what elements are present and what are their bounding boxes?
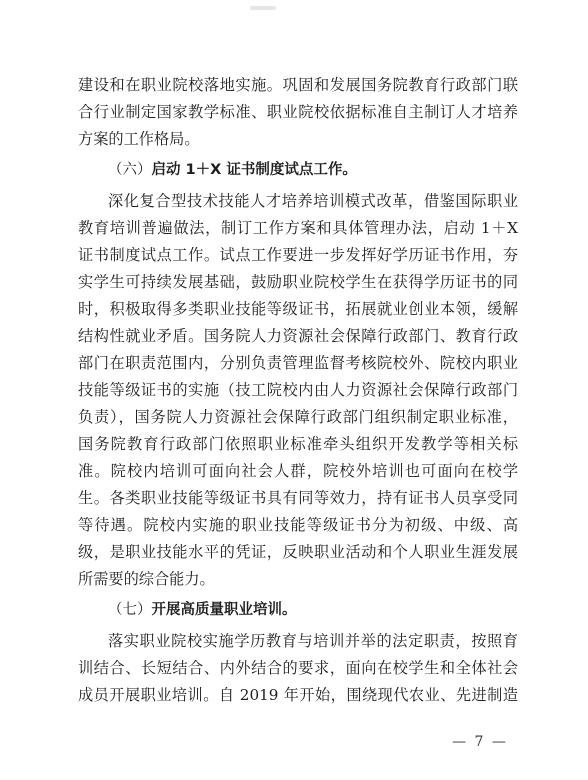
page-number: — 7 — <box>452 734 508 750</box>
body-line: 教育培训普遍做法，制订工作方案和具体管理办法，启动 1＋X <box>78 219 518 237</box>
body-line: 方案的工作格局。 <box>78 130 200 148</box>
body-line: 国务院教育行政部门依照职业标准牵头组织开发教学等相关标 <box>78 435 518 453</box>
body-line: 所需要的综合能力。 <box>78 570 215 588</box>
body-line: 时，积极取得多类职业技能等级证书，拓展就业创业本领，缓解 <box>78 300 518 318</box>
section-heading-6 <box>78 157 518 183</box>
body-line: 深化复合型技术技能人才培养培训模式改革，借鉴国际职业 <box>108 192 518 210</box>
body-line: 成员开展职业培训。自 2019 年开始，围绕现代农业、先进制造 <box>78 686 518 704</box>
section-title: 开展高质量职业培训。 <box>151 602 297 618</box>
body-line: 落实职业院校实施学历教育与培训并举的法定职责，按照育 <box>108 632 518 650</box>
section-number: （七） <box>108 602 152 618</box>
body-line: 实学生可持续发展基础，鼓励职业院校学生在获得学历证书的同 <box>78 273 518 291</box>
body-line: 建设和在职业院校落地实施。巩固和发展国务院教育行政部门联 <box>78 76 518 94</box>
scan-mark <box>250 6 276 10</box>
section-heading-7 <box>78 597 518 623</box>
body-line: 结构性就业矛盾。国务院人力资源社会保障行政部门、教育行政 <box>78 327 518 345</box>
body-line: 训结合、长短结合、内外结合的要求，面向在校学生和全体社会 <box>78 659 518 677</box>
body-line: 证书制度试点工作。试点工作要进一步发挥好学历证书作用，夯 <box>78 246 518 264</box>
body-line: 生。各类职业技能等级证书具有同等效力，持有证书人员享受同 <box>78 489 518 507</box>
body-line: 级，是职业技能水平的凭证，反映职业活动和个人职业生涯发展 <box>78 543 518 561</box>
body-line: 技能等级证书的实施（技工院校内由人力资源社会保障行政部门 <box>78 381 518 399</box>
section-number: （六） <box>108 162 152 178</box>
body-line: 部门在职责范围内，分别负责管理监督考核院校外、院校内职业 <box>78 354 518 372</box>
body-line: 准。院校内培训可面向社会人群，院校外培训也可面向在校学 <box>78 462 518 480</box>
section-title: 启动 1＋X 证书制度试点工作。 <box>151 162 357 178</box>
body-line: 合行业制定国家教学标准、职业院校依据标准自主制订人才培养 <box>78 103 518 121</box>
body-line: 等待遇。院校内实施的职业技能等级证书分为初级、中级、高 <box>78 516 518 534</box>
body-line: 负责），国务院人力资源社会保障行政部门组织制定职业标准， <box>78 408 518 426</box>
